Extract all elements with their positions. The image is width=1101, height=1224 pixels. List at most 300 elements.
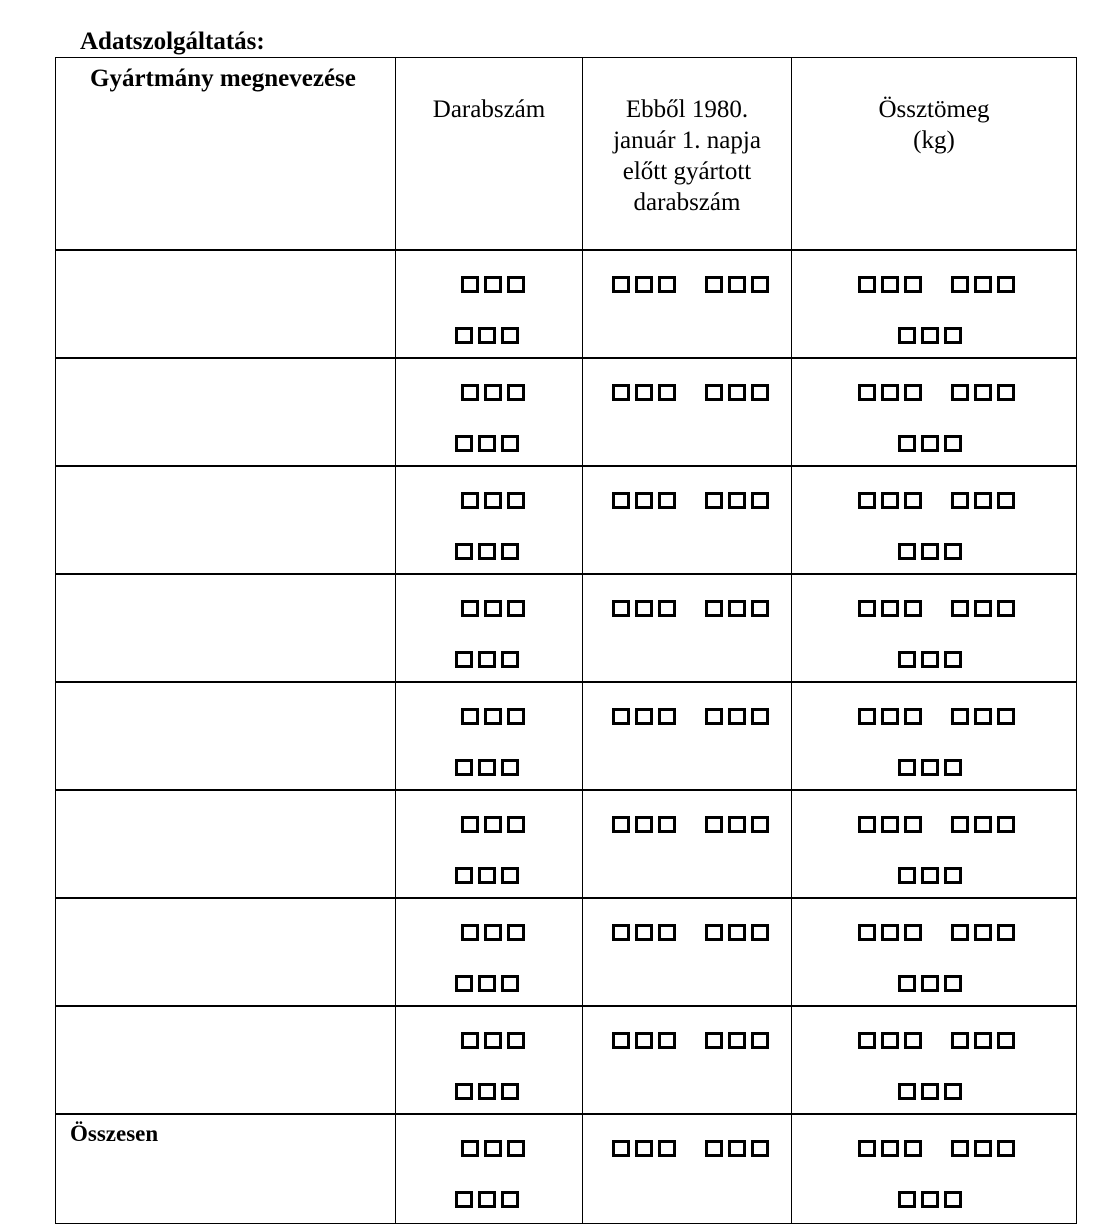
table-row	[56, 358, 1077, 466]
digit-box[interactable]	[484, 708, 502, 725]
digit-box-group	[951, 276, 1015, 293]
digit-box[interactable]	[658, 492, 676, 509]
digit-box[interactable]	[478, 327, 496, 344]
digit-box[interactable]	[501, 543, 519, 560]
digit-box-group	[705, 492, 769, 509]
digit-box[interactable]	[635, 816, 653, 833]
digit-box[interactable]	[904, 492, 922, 509]
digit-box[interactable]	[974, 1032, 992, 1049]
digit-box[interactable]	[904, 1032, 922, 1049]
before-1980-cell	[583, 466, 792, 574]
digit-box[interactable]	[974, 276, 992, 293]
digit-box[interactable]	[484, 816, 502, 833]
digit-box[interactable]	[484, 276, 502, 293]
digit-box-group	[461, 924, 525, 941]
mass-cell	[792, 574, 1077, 682]
digit-box[interactable]	[728, 1140, 746, 1157]
digit-box[interactable]	[455, 1191, 473, 1208]
digit-box[interactable]	[461, 384, 479, 401]
digit-box[interactable]	[944, 975, 962, 992]
digit-box[interactable]	[635, 924, 653, 941]
mass-cell	[792, 250, 1077, 358]
digit-box[interactable]	[944, 1191, 962, 1208]
digit-box[interactable]	[898, 1191, 916, 1208]
total-label: Összesen	[56, 1114, 396, 1223]
digit-box[interactable]	[501, 867, 519, 884]
digit-box-group	[858, 708, 922, 725]
digit-box-group	[612, 1140, 676, 1157]
digit-box[interactable]	[951, 816, 969, 833]
count-cell	[396, 466, 583, 574]
digit-box-group	[705, 384, 769, 401]
digit-box[interactable]	[658, 708, 676, 725]
digit-box-group	[455, 1083, 519, 1100]
digit-box[interactable]	[751, 492, 769, 509]
digit-box[interactable]	[455, 867, 473, 884]
digit-box[interactable]	[507, 384, 525, 401]
digit-box[interactable]	[455, 327, 473, 344]
digit-box-group	[455, 651, 519, 668]
digit-box-group	[898, 867, 962, 884]
digit-box[interactable]	[858, 600, 876, 617]
digit-box[interactable]	[635, 708, 653, 725]
total-before-1980-cell	[583, 1114, 792, 1223]
before-1980-cell	[583, 574, 792, 682]
product-name-cell[interactable]	[56, 682, 396, 790]
digit-box[interactable]	[951, 384, 969, 401]
digit-box[interactable]	[921, 543, 939, 560]
product-name-cell[interactable]	[56, 790, 396, 898]
digit-box[interactable]	[507, 1032, 525, 1049]
digit-box[interactable]	[507, 492, 525, 509]
digit-box-group	[455, 327, 519, 344]
digit-box[interactable]	[974, 384, 992, 401]
digit-box-group	[951, 924, 1015, 941]
digit-box[interactable]	[904, 924, 922, 941]
header-mass-text: Össztömeg (kg)	[878, 96, 990, 154]
digit-box[interactable]	[904, 384, 922, 401]
digit-box[interactable]	[705, 600, 723, 617]
digit-box[interactable]	[728, 708, 746, 725]
digit-box[interactable]	[728, 492, 746, 509]
digit-box[interactable]	[484, 384, 502, 401]
header-row	[56, 58, 1077, 251]
digit-box[interactable]	[921, 759, 939, 776]
digit-box[interactable]	[881, 924, 899, 941]
digit-box[interactable]	[484, 1140, 502, 1157]
digit-box[interactable]	[455, 435, 473, 452]
digit-box-group	[455, 543, 519, 560]
digit-box[interactable]	[705, 1032, 723, 1049]
digit-box[interactable]	[898, 327, 916, 344]
digit-box[interactable]	[944, 651, 962, 668]
digit-box[interactable]	[484, 1032, 502, 1049]
digit-box[interactable]	[658, 816, 676, 833]
digit-box[interactable]	[658, 276, 676, 293]
count-cell	[396, 682, 583, 790]
digit-box-group	[898, 435, 962, 452]
digit-box[interactable]	[904, 816, 922, 833]
digit-box-group	[898, 1083, 962, 1100]
digit-box-group	[612, 816, 676, 833]
digit-box[interactable]	[612, 492, 630, 509]
digit-box[interactable]	[751, 816, 769, 833]
digit-box-group	[898, 1191, 962, 1208]
digit-box[interactable]	[921, 651, 939, 668]
digit-box[interactable]	[751, 384, 769, 401]
digit-box-group	[461, 276, 525, 293]
digit-box[interactable]	[478, 435, 496, 452]
digit-box[interactable]	[501, 1191, 519, 1208]
digit-box[interactable]	[881, 492, 899, 509]
digit-box[interactable]	[728, 924, 746, 941]
digit-box-group	[612, 708, 676, 725]
digit-box[interactable]	[751, 1032, 769, 1049]
digit-box[interactable]	[751, 600, 769, 617]
digit-box[interactable]	[858, 276, 876, 293]
digit-box[interactable]	[951, 1032, 969, 1049]
digit-box-group	[612, 600, 676, 617]
digit-box[interactable]	[501, 435, 519, 452]
digit-box-group	[951, 708, 1015, 725]
digit-box[interactable]	[461, 816, 479, 833]
digit-box[interactable]	[501, 759, 519, 776]
digit-box[interactable]	[751, 708, 769, 725]
digit-box[interactable]	[507, 1140, 525, 1157]
digit-box[interactable]	[507, 600, 525, 617]
digit-box[interactable]	[944, 1083, 962, 1100]
digit-box[interactable]	[705, 1140, 723, 1157]
digit-box[interactable]	[904, 276, 922, 293]
digit-box[interactable]	[612, 1032, 630, 1049]
digit-box[interactable]	[881, 276, 899, 293]
digit-box[interactable]	[501, 651, 519, 668]
digit-box[interactable]	[461, 1032, 479, 1049]
digit-box[interactable]	[705, 816, 723, 833]
table-row	[56, 898, 1077, 1006]
digit-box[interactable]	[858, 1032, 876, 1049]
digit-box[interactable]	[951, 600, 969, 617]
digit-box[interactable]	[478, 975, 496, 992]
digit-box-group	[898, 975, 962, 992]
digit-box[interactable]	[501, 1083, 519, 1100]
digit-box[interactable]	[705, 384, 723, 401]
digit-box-group	[461, 600, 525, 617]
digit-box[interactable]	[858, 816, 876, 833]
digit-box[interactable]	[751, 1140, 769, 1157]
digit-box-group	[612, 924, 676, 941]
digit-box[interactable]	[898, 867, 916, 884]
digit-box-group	[461, 492, 525, 509]
digit-box[interactable]	[881, 708, 899, 725]
digit-box[interactable]	[461, 924, 479, 941]
digit-box[interactable]	[658, 1032, 676, 1049]
digit-box[interactable]	[635, 1032, 653, 1049]
digit-box[interactable]	[858, 384, 876, 401]
digit-box[interactable]	[904, 1140, 922, 1157]
digit-box[interactable]	[612, 600, 630, 617]
digit-box[interactable]	[974, 492, 992, 509]
digit-box[interactable]	[728, 384, 746, 401]
digit-box-group	[858, 600, 922, 617]
digit-box-group	[705, 276, 769, 293]
digit-box[interactable]	[507, 816, 525, 833]
digit-box[interactable]	[858, 1140, 876, 1157]
total-mass-cell	[792, 1114, 1077, 1223]
digit-box[interactable]	[461, 708, 479, 725]
digit-box[interactable]	[974, 600, 992, 617]
mass-cell	[792, 898, 1077, 1006]
digit-box[interactable]	[484, 492, 502, 509]
digit-box-group	[455, 759, 519, 776]
digit-box[interactable]	[898, 1083, 916, 1100]
digit-box[interactable]	[997, 492, 1015, 509]
digit-box-group	[705, 1032, 769, 1049]
digit-box[interactable]	[881, 1140, 899, 1157]
digit-box-group	[455, 435, 519, 452]
digit-box-group	[898, 327, 962, 344]
before-1980-cell	[583, 682, 792, 790]
digit-box[interactable]	[944, 435, 962, 452]
product-name-cell[interactable]	[56, 898, 396, 1006]
before-1980-cell	[583, 250, 792, 358]
digit-box-group	[612, 384, 676, 401]
digit-box[interactable]	[951, 1140, 969, 1157]
header-count-text: Darabszám	[432, 96, 546, 123]
digit-box-group	[461, 384, 525, 401]
digit-box[interactable]	[612, 1140, 630, 1157]
digit-box-group	[898, 651, 962, 668]
header-before-1980-text: Ebből 1980. január 1. napja előtt gyártott darabszám	[613, 96, 761, 216]
digit-box[interactable]	[944, 327, 962, 344]
digit-box[interactable]	[974, 924, 992, 941]
digit-box-group	[612, 492, 676, 509]
digit-box[interactable]	[921, 1191, 939, 1208]
header-before-1980	[583, 58, 792, 251]
digit-box[interactable]	[461, 600, 479, 617]
digit-box[interactable]	[974, 708, 992, 725]
digit-box[interactable]	[858, 708, 876, 725]
digit-box[interactable]	[501, 327, 519, 344]
digit-box[interactable]	[898, 435, 916, 452]
digit-box-group	[898, 543, 962, 560]
digit-box-group	[455, 975, 519, 992]
mass-cell	[792, 682, 1077, 790]
digit-box-group	[461, 1140, 525, 1157]
digit-box[interactable]	[478, 651, 496, 668]
digit-box[interactable]	[478, 759, 496, 776]
digit-box-group	[898, 759, 962, 776]
digit-box-group	[461, 816, 525, 833]
digit-box[interactable]	[944, 867, 962, 884]
product-name-cell[interactable]	[56, 574, 396, 682]
digit-box[interactable]	[951, 924, 969, 941]
digit-box[interactable]	[635, 492, 653, 509]
digit-box[interactable]	[705, 276, 723, 293]
digit-box-group	[951, 816, 1015, 833]
mass-cell	[792, 790, 1077, 898]
digit-box[interactable]	[612, 276, 630, 293]
digit-box[interactable]	[728, 276, 746, 293]
digit-box[interactable]	[461, 492, 479, 509]
digit-box[interactable]	[455, 975, 473, 992]
digit-box[interactable]	[858, 924, 876, 941]
digit-box[interactable]	[658, 600, 676, 617]
digit-box-group	[455, 867, 519, 884]
digit-box[interactable]	[635, 384, 653, 401]
digit-box[interactable]	[461, 276, 479, 293]
header-count	[396, 58, 583, 251]
digit-box[interactable]	[921, 975, 939, 992]
header-mass	[792, 58, 1077, 251]
digit-box-group	[461, 708, 525, 725]
digit-box-group	[951, 600, 1015, 617]
digit-box[interactable]	[904, 600, 922, 617]
digit-box[interactable]	[705, 924, 723, 941]
digit-box[interactable]	[635, 276, 653, 293]
digit-box-group	[858, 1140, 922, 1157]
digit-box[interactable]	[898, 759, 916, 776]
digit-box-group	[951, 492, 1015, 509]
digit-box[interactable]	[951, 492, 969, 509]
before-1980-cell	[583, 898, 792, 1006]
before-1980-cell	[583, 358, 792, 466]
digit-box[interactable]	[944, 543, 962, 560]
digit-box[interactable]	[507, 924, 525, 941]
digit-box[interactable]	[997, 708, 1015, 725]
digit-box-group	[858, 384, 922, 401]
digit-box[interactable]	[658, 924, 676, 941]
digit-box[interactable]	[478, 867, 496, 884]
digit-box[interactable]	[705, 708, 723, 725]
digit-box-group	[612, 276, 676, 293]
count-cell	[396, 790, 583, 898]
digit-box[interactable]	[455, 543, 473, 560]
digit-box[interactable]	[478, 1083, 496, 1100]
count-cell	[396, 250, 583, 358]
digit-box[interactable]	[944, 759, 962, 776]
digit-box[interactable]	[478, 543, 496, 560]
digit-box-group	[461, 1032, 525, 1049]
digit-box[interactable]	[478, 1191, 496, 1208]
count-cell	[396, 898, 583, 1006]
digit-box[interactable]	[951, 276, 969, 293]
digit-box[interactable]	[461, 1140, 479, 1157]
digit-box[interactable]	[997, 924, 1015, 941]
digit-box[interactable]	[635, 1140, 653, 1157]
digit-box[interactable]	[501, 975, 519, 992]
digit-box[interactable]	[898, 975, 916, 992]
digit-box[interactable]	[858, 492, 876, 509]
table-row	[56, 466, 1077, 574]
product-name-cell[interactable]	[56, 250, 396, 358]
digit-box[interactable]	[904, 708, 922, 725]
digit-box[interactable]	[507, 708, 525, 725]
digit-box[interactable]	[951, 708, 969, 725]
header-product-name-text: Gyártmány megnevezése	[90, 65, 356, 92]
digit-box[interactable]	[997, 816, 1015, 833]
digit-box[interactable]	[898, 543, 916, 560]
digit-box[interactable]	[612, 816, 630, 833]
header-product-name	[56, 58, 396, 251]
digit-box-group	[858, 816, 922, 833]
digit-box[interactable]	[728, 816, 746, 833]
digit-box-group	[705, 924, 769, 941]
digit-box[interactable]	[974, 816, 992, 833]
digit-box-group	[705, 600, 769, 617]
digit-box[interactable]	[612, 924, 630, 941]
mass-cell	[792, 466, 1077, 574]
digit-box[interactable]	[881, 816, 899, 833]
total-row	[56, 1114, 1077, 1223]
digit-box-group	[858, 492, 922, 509]
count-cell	[396, 574, 583, 682]
data-table	[55, 57, 1077, 1224]
product-name-cell[interactable]	[56, 466, 396, 574]
digit-box[interactable]	[881, 384, 899, 401]
digit-box[interactable]	[612, 384, 630, 401]
digit-box[interactable]	[635, 600, 653, 617]
product-name-cell[interactable]	[56, 358, 396, 466]
digit-box[interactable]	[974, 1140, 992, 1157]
digit-box[interactable]	[658, 1140, 676, 1157]
digit-box[interactable]	[751, 924, 769, 941]
digit-box[interactable]	[455, 1083, 473, 1100]
digit-box[interactable]	[728, 1032, 746, 1049]
digit-box[interactable]	[921, 435, 939, 452]
digit-box[interactable]	[455, 651, 473, 668]
digit-box-group	[705, 1140, 769, 1157]
digit-box[interactable]	[751, 276, 769, 293]
table-row	[56, 1006, 1077, 1114]
digit-box-group	[858, 924, 922, 941]
digit-box[interactable]	[997, 600, 1015, 617]
count-cell	[396, 358, 583, 466]
table-row	[56, 682, 1077, 790]
count-cell	[396, 1006, 583, 1114]
digit-box[interactable]	[921, 327, 939, 344]
digit-box[interactable]	[921, 1083, 939, 1100]
product-name-cell[interactable]	[56, 1006, 396, 1114]
digit-box-group	[705, 708, 769, 725]
table-row	[56, 250, 1077, 358]
digit-box[interactable]	[507, 276, 525, 293]
digit-box[interactable]	[455, 759, 473, 776]
digit-box[interactable]	[484, 600, 502, 617]
digit-box[interactable]	[658, 384, 676, 401]
digit-box-group	[951, 384, 1015, 401]
digit-box[interactable]	[705, 492, 723, 509]
digit-box[interactable]	[997, 1140, 1015, 1157]
digit-box[interactable]	[898, 651, 916, 668]
form-section-title: Adatszolgáltatás:	[80, 28, 265, 55]
before-1980-cell	[583, 790, 792, 898]
digit-box[interactable]	[612, 708, 630, 725]
digit-box-group	[858, 276, 922, 293]
digit-box-group	[705, 816, 769, 833]
digit-box[interactable]	[484, 924, 502, 941]
digit-box[interactable]	[881, 1032, 899, 1049]
mass-cell	[792, 1006, 1077, 1114]
digit-box[interactable]	[997, 384, 1015, 401]
table-row	[56, 790, 1077, 898]
digit-box[interactable]	[921, 867, 939, 884]
digit-box[interactable]	[997, 276, 1015, 293]
digit-box[interactable]	[997, 1032, 1015, 1049]
digit-box[interactable]	[881, 600, 899, 617]
digit-box[interactable]	[728, 600, 746, 617]
digit-box-group	[455, 1191, 519, 1208]
